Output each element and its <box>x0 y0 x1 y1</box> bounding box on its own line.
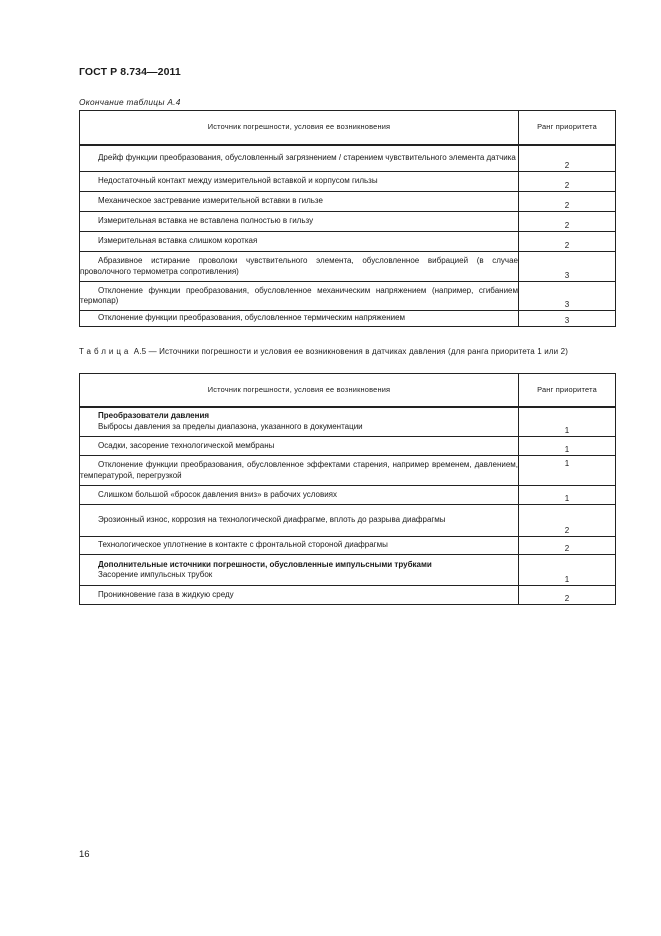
table-a5-rank-cell: 1 <box>519 486 616 505</box>
table-a5-source-text: Выбросы давления за пределы диапазона, указанного в документации <box>98 421 363 431</box>
table-a5-source-cell: Слишком большой «бросок давления вниз» в рабочих условиях <box>80 486 519 505</box>
table-a5-source-cell: Осадки, засорение технологической мембраны <box>80 437 519 456</box>
table-a4-source-cell: Отклонение функции преобразования, обусловленное механическим напряжением (например, сгибанием термопар) <box>80 282 519 311</box>
table-row <box>80 505 616 537</box>
table-a5-source-cell: Технологическое уплотнение в контакте с фронтальной стороной диафрагмы <box>80 537 519 555</box>
table-a4-rank-cell: 3 <box>519 311 616 327</box>
table-row <box>80 437 616 456</box>
table-row <box>80 212 616 232</box>
table-a5-rank-cell: 1 <box>519 407 616 437</box>
table-row <box>80 145 616 172</box>
table-a4-rank-cell: 3 <box>519 252 616 282</box>
table-a4-source-cell: Абразивное истирание проволоки чувствительного элемента, обусловленное вибрацией (в случае проволочного термометра сопротивления) <box>80 252 519 282</box>
group-title: Преобразователи давления <box>98 411 210 421</box>
table-a4-source-cell: Измерительная вставка слишком короткая <box>80 232 519 252</box>
table-a4-rank-cell: 2 <box>519 172 616 192</box>
page-number: 16 <box>79 849 90 860</box>
table-a5-rank-cell: 1 <box>519 437 616 456</box>
table-row <box>80 456 616 486</box>
table-a5-caption <box>79 346 619 358</box>
table-a5 <box>79 373 616 605</box>
table-a4-header-rank: Ранг приоритета <box>519 111 616 145</box>
table-row <box>80 282 616 311</box>
table-row <box>80 252 616 282</box>
table-a4-rank-cell: 2 <box>519 212 616 232</box>
table-a5-caption-label: Таблица <box>79 347 132 356</box>
table-row <box>80 537 616 555</box>
document-header: ГОСТ Р 8.734—2011 <box>79 66 181 78</box>
table-row <box>80 172 616 192</box>
table-a5-header-source: Источник погрешности, условия ее возникновения <box>80 374 519 407</box>
table-a4-rank-cell: 2 <box>519 232 616 252</box>
table-a5-source-cell: Проникновение газа в жидкую среду <box>80 586 519 605</box>
table-row <box>80 192 616 212</box>
table-a4-header-source: Источник погрешности, условия ее возникновения <box>80 111 519 145</box>
table-a4-rank-cell: 3 <box>519 282 616 311</box>
table-a5-source-cell: Отклонение функции преобразования, обусловленное эффектами старения, например временем, давлением, температурой, перегрузкой <box>80 456 519 486</box>
table-a5-source-text: Засорение импульсных трубок <box>98 570 213 579</box>
table-a5-source-cell: Эрозионный износ, коррозия на технологической диафрагме, вплоть до разрыва диафрагмы <box>80 505 519 537</box>
table-a5-rank-cell: 2 <box>519 586 616 605</box>
table-a4-source-cell: Недостаточный контакт между измерительной вставкой и корпусом гильзы <box>80 172 519 192</box>
table-row <box>80 311 616 327</box>
table-a4-rank-cell: 2 <box>519 145 616 172</box>
table-a5-source-cell <box>80 555 519 586</box>
table-row <box>80 586 616 605</box>
table-row <box>80 407 616 437</box>
table-row <box>80 486 616 505</box>
table-a4-source-cell: Отклонение функции преобразования, обусловленное термическим напряжением <box>80 311 519 327</box>
table-a5-caption-text: А.5 — Источники погрешности и условия ее возникновения в датчиках давления (для ранга приоритета 1 или 2) <box>133 347 569 356</box>
table-a5-rank-cell: 2 <box>519 505 616 537</box>
table-a4-source-cell: Механическое застревание измерительной вставки в гильзе <box>80 192 519 212</box>
table-a5-rank-cell: 1 <box>519 555 616 586</box>
table-row <box>80 555 616 586</box>
table-a4-source-cell: Дрейф функции преобразования, обусловленный загрязнением / старением чувствительного элемента датчика <box>80 145 519 172</box>
table-a4 <box>79 110 616 327</box>
table-row <box>80 232 616 252</box>
group-title: Дополнительные источники погрешности, обусловленные импульсными трубками <box>98 559 432 569</box>
table-a5-source-cell <box>80 407 519 437</box>
table-a4-source-cell: Измерительная вставка не вставлена полностью в гильзу <box>80 212 519 232</box>
table-a5-header-rank: Ранг приоритета <box>519 374 616 407</box>
table-a4-caption: Окончание таблицы А.4 <box>79 97 181 107</box>
table-a5-rank-cell: 1 <box>519 456 616 486</box>
table-a5-rank-cell: 2 <box>519 537 616 555</box>
table-a4-rank-cell: 2 <box>519 192 616 212</box>
